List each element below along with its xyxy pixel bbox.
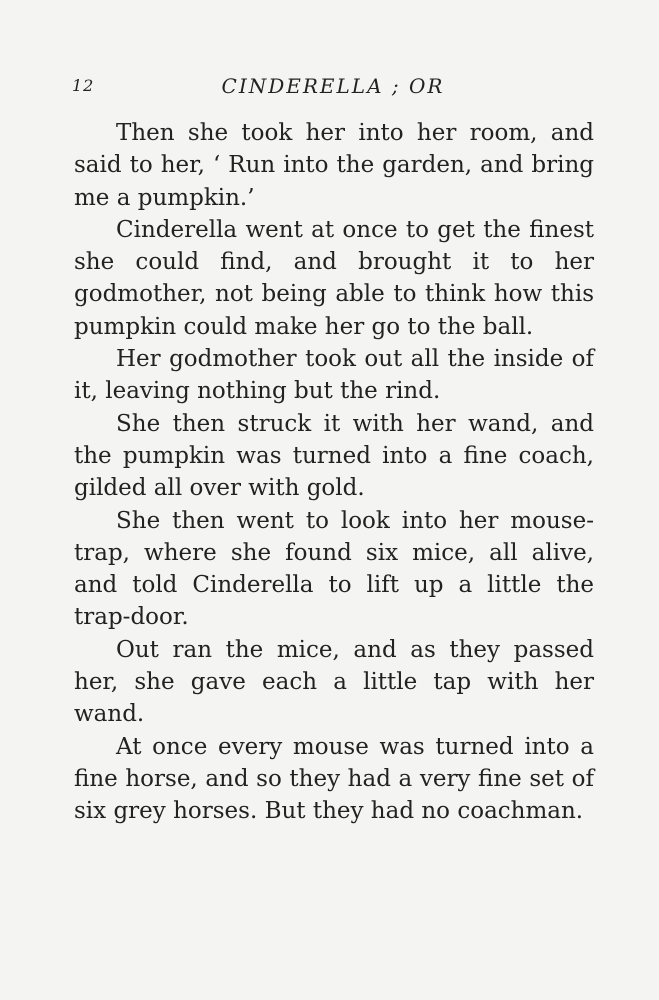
paragraph: At once every mouse was turned into a fine horse, and so they had a very fine set of six grey horses. But they had no coachman. [74, 733, 594, 825]
page-number: 12 [72, 76, 95, 95]
paragraph: Cinderella went at once to get the finest she could find, and brought it to her godmother, not being able to think how this pumpkin could make her go to the ball. [74, 216, 594, 340]
paragraph: She then struck it with her wand, and the pumpkin was turned into a fine coach, gilded all over with gold. [74, 410, 594, 502]
running-head: CINDERELLA ; OR [221, 74, 445, 98]
paragraph: Then she took her into her room, and said to her, ‘ Run into the garden, and bring me a pumpkin.’ [74, 120, 594, 211]
paragraph: Out ran the mice, and as they passed her, she gave each a little tap with her wand. [74, 636, 594, 728]
paragraph: She then went to look into her mouse-trap, where she found six mice, all alive, and told Cinderella to lift up a little the trap-door. [74, 507, 594, 631]
paragraph: Her godmother took out all the inside of it, leaving nothing but the rind. [74, 346, 594, 405]
body-text [74, 117, 594, 828]
page-header [72, 72, 594, 102]
